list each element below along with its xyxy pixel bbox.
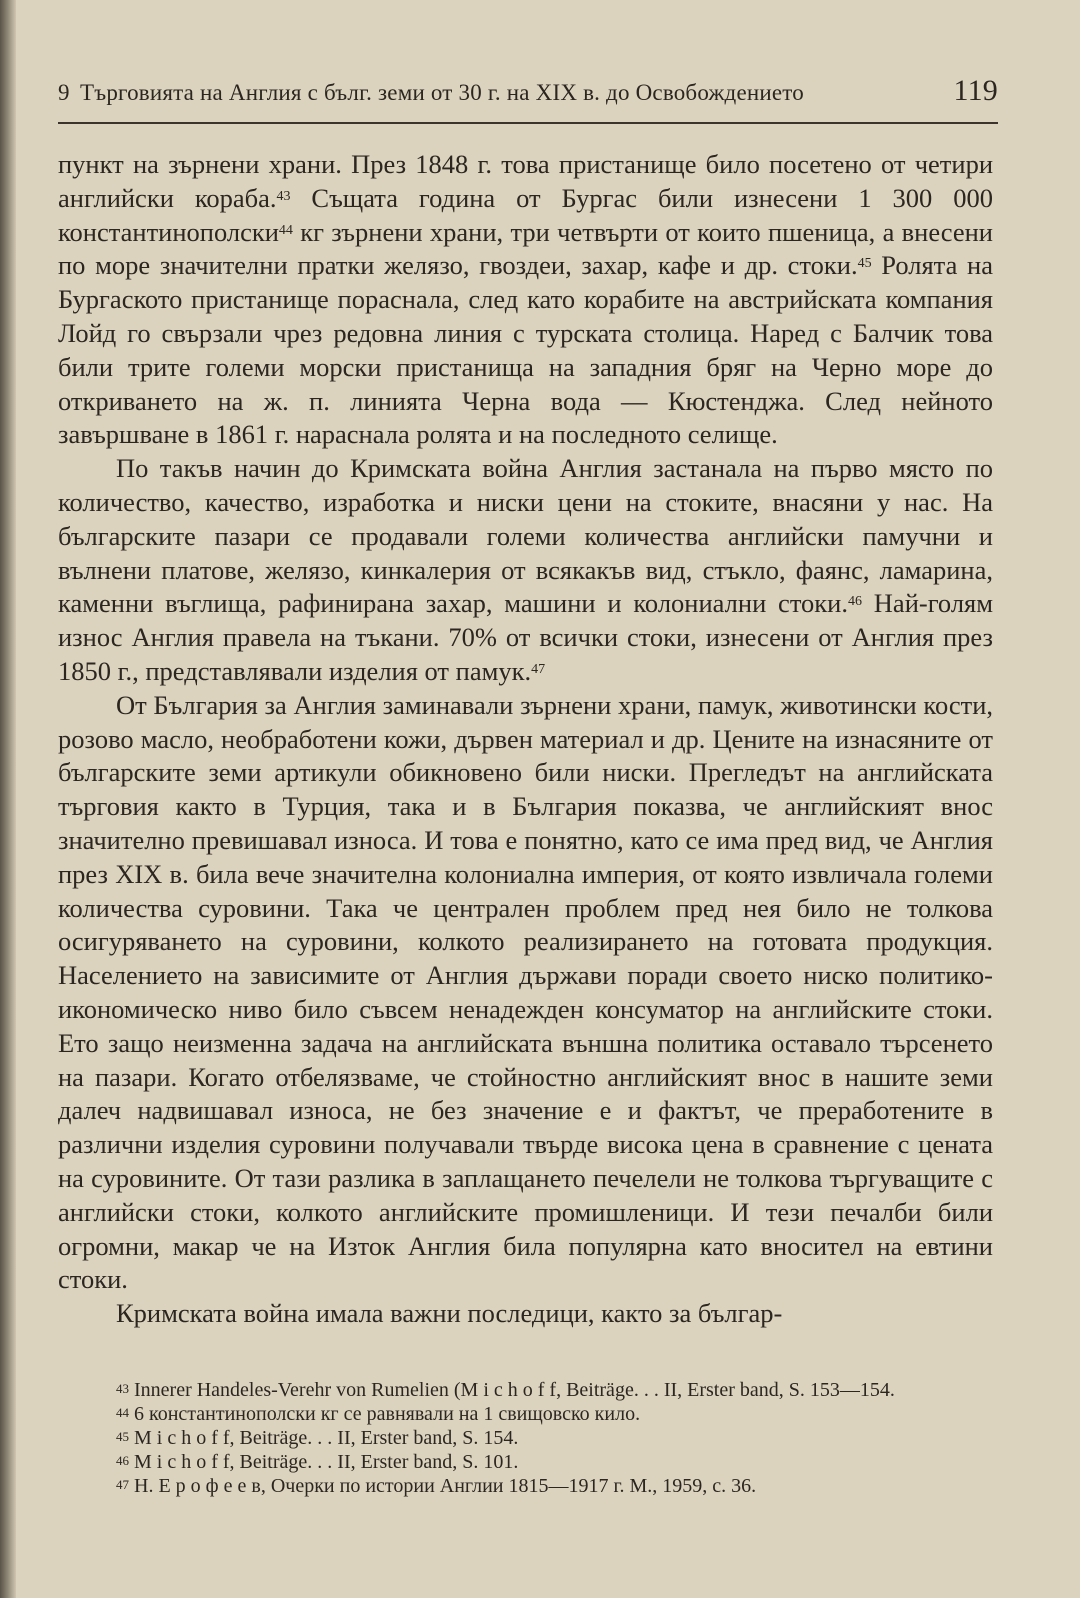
running-header (58, 70, 998, 114)
footnote (58, 1378, 993, 1402)
page-number: 119 (953, 74, 998, 107)
footnote-text: 6 константинополски кг се равнявали на 1 свищовско кило. (129, 1403, 641, 1425)
paragraph (58, 689, 993, 1297)
paragraph-text: Кримската война имала важни последици, както за българ- (116, 1298, 783, 1329)
footnote-ref: 43 (276, 188, 291, 204)
paragraph-text: По такъв начин до Кримската война Англия застанала на първо място по количество, качество, изработка и ниски цени на стоките, внасяни у нас. На българските пазари се продавали големи количества английски памучни и вълнени платове, желязо, кинкалерия от всякакъв вид, стъкло, фаянс, ламарина, каменни въглища, рафинирана захар, машини и колониални стоки. (58, 453, 993, 619)
chapter-number: 9 (58, 80, 70, 105)
paragraph (58, 148, 993, 452)
footnote-text: M i c h o f f, Beiträge. . . II, Erster band, S. 101. (129, 1451, 519, 1473)
footnote-ref: 45 (857, 256, 872, 272)
paragraph (58, 1297, 993, 1331)
footnote-text: M i c h o f f, Beiträge. . . II, Erster band, S. 154. (129, 1427, 519, 1449)
footnote-ref: 44 (278, 222, 293, 238)
running-title: Търговията на Англия с бълг. земи от 30 г. на XIX в. до Освобождението (80, 80, 804, 105)
footnote (58, 1426, 993, 1450)
footnote-text: Н. Е р о ф е е в, Очерки по истории Англии 1815—1917 г. М., 1959, с. 36. (129, 1475, 757, 1497)
footnote-text: Innerer Handeles-Verehr von Rumelien (M i c h o f f, Beiträge. . . II, Erster band, S. 153—154. (129, 1379, 895, 1401)
paragraph-text: кг зърнени храни, три четвърти от които пшеница, а внесени по море значителни пратки желязо, гвоздеи, захар, кафе и др. стоки. (58, 216, 993, 281)
footnote (58, 1474, 993, 1498)
paragraph-text: Ролята на Бургаското пристанище пораснала, след като корабите на австрийската компания Лойд го свързали чрез редовна линия с турската столица. Наред с Балчик това били трите големи морски пристанища на западния бряг на Черно море до откриването на ж. п. линията Черна вода — Кюстенджа. След нейното завършване в 1861 г. нараснала ролята и на последното селище. (58, 250, 993, 450)
paragraph (58, 452, 993, 689)
body-text (58, 148, 993, 1331)
paragraph-text: Най-голям износ Англия правела на тъкани. 70% от всички стоки, изнесени от Англия през 1850 г., представлявали изделия от памук. (58, 588, 993, 686)
footnote-ref: 47 (531, 661, 546, 677)
header-rule (58, 122, 998, 124)
footnote-number: 46 (116, 1453, 129, 1468)
footnote (58, 1450, 993, 1474)
footnotes (58, 1378, 993, 1498)
paragraph-text: Същата година от Бургас били изнесени 1 300 000 константинополски (58, 182, 993, 247)
footnote-ref: 46 (847, 594, 862, 610)
footnote (58, 1402, 993, 1426)
paragraph-text: пункт на зърнени храни. През 1848 г. това пристанище било посетено от четири английски кораба. (58, 149, 993, 213)
footnote-number: 44 (116, 1405, 129, 1420)
paragraph-text: От България за Англия заминавали зърнени храни, памук, животински кости, розово масло, необработени кожи, дървен материал и др. Цените на изнасяните от българските земи артикули обикновено били ниски. Прегледът на английската търговия както в Турция, така и в България показва, че английският внос значително превишавал износа. И това е понятно, като се има пред вид, че Англия през XIX в. била вече значителна колониална империя, от която извличала големи количества суровини. Така че централен проблем пред нея било не толкова осигуряването на суровини, колкото реализирането на готовата продукция. Населението на зависимите от Англия държави поради своето ниско политико-икономическо ниво било съвсем ненадежден консуматор на английските стоки. Ето защо неизменна задача на английската външна политика оставало търсенето на пазари. Когато отбелязваме, че стойностно английският внос в нашите земи далеч надвишавал износа, не без значение е и фактът, че преработените в различни изделия суровини получавали твърде висока цена в сравнение с цената на суровините. От тази разлика в заплащането печелели не толкова търгуващите с английски стоки, колкото английските промишленици. И тези печалби били огромни, макар че на Изток Англия била популярна като вносител на евтини стоки. (58, 689, 993, 1295)
footnote-number: 45 (116, 1429, 129, 1444)
footnote-number: 47 (116, 1477, 129, 1492)
footnote-number: 43 (116, 1381, 129, 1396)
document-page (58, 70, 998, 1497)
book-spine-shadow (0, 0, 16, 1598)
